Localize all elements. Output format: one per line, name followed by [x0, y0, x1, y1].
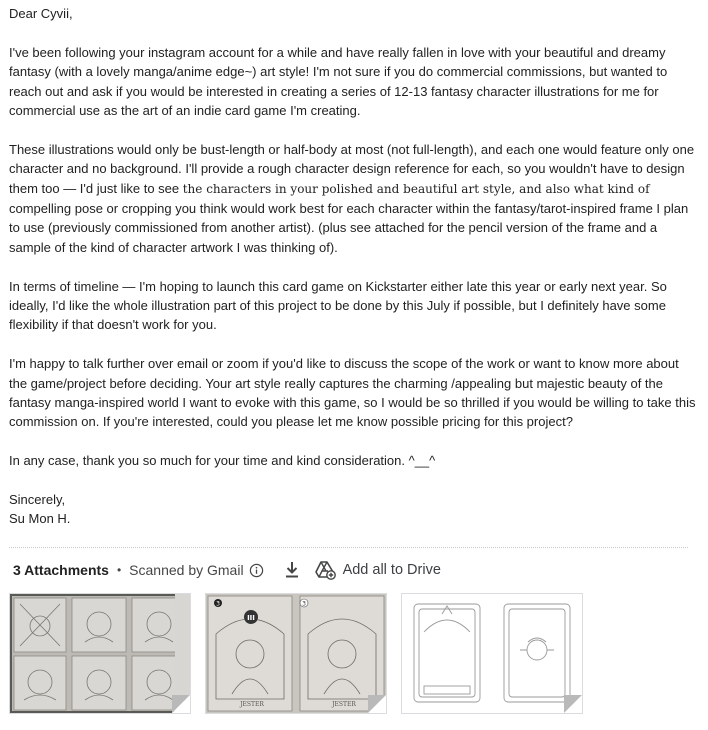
paragraph-thanks: In any case, thank you so much for your time and kind consideration. ^__^ [9, 453, 436, 469]
add-to-drive-label: Add all to Drive [342, 562, 441, 578]
thumbnail-corner-fold [564, 695, 582, 713]
attachment-thumbnail-3[interactable] [401, 593, 583, 714]
thumbnail-corner-fold [368, 695, 386, 713]
attachment-preview-image [10, 594, 190, 713]
sender-name: Su Mon H. [9, 511, 71, 527]
paragraph-timeline: In terms of timeline — I'm hoping to launch this card game on Kickstarter either late this year or early next year. So ideally, I'd like the whole illustration part of this project to be done by this July if possible, but I definitely have some flexibility if that doesn't work for you. [9, 278, 667, 333]
attachments-bar [13, 558, 441, 582]
signoff: Sincerely, [9, 492, 66, 508]
paragraph-details-text-b: compelling pose or cropping you think would work best for each character within the fantasy/tarot-inspired frame I plan to use (previously commissioned from another artist). (plus see attached for the pencil version of the frame and a sample of the kind of character artwork I was thinking of). [9, 201, 689, 255]
paragraph-details-serif: the characters in your polished and beautiful art style, and also what kind of [182, 181, 650, 196]
paragraph-intro: I've been following your instagram account for a while and have really fallen in love with your beautiful and dreamy fantasy (with a lovely manga/anime edge~) art style! I'm not sure if you do commercial commissions, but wanted to reach out and ask if you would be interested in creating a series of 12-13 fantasy character illustrations for me for commercial use as the art of an indie card game I'm creating. [9, 44, 668, 119]
separator-dot: • [116, 563, 122, 577]
paragraph-details-text-a: These illustrations would only be bust-length or half-body at most (not full-length), and each one would feature only one character and no background. I'll provide a rough character design reference for each, so you wouldn't have to design them too — I'd just like to see [9, 141, 695, 196]
card-numeral: III [247, 614, 255, 622]
add-all-to-drive-button[interactable] [314, 560, 441, 580]
scanned-label: Scanned by Gmail [129, 562, 244, 578]
attachments-divider [9, 547, 688, 548]
download-icon[interactable] [284, 561, 300, 579]
attachment-thumbnail-2[interactable] [205, 593, 387, 714]
paragraph-details [9, 140, 699, 257]
caption-left: JESTER [240, 701, 264, 708]
attachment-preview-image [206, 594, 386, 713]
info-icon[interactable] [249, 563, 264, 578]
badge-right: 3 [302, 600, 306, 608]
attachment-thumbnail-1[interactable] [9, 593, 191, 714]
add-to-drive-icon [314, 560, 336, 580]
paragraph-discussion: I'm happy to talk further over email or zoom if you'd like to discuss the scope of the work or want to know more about the game/project before deciding. Your art style really captures the charming /appealing but majestic beauty of the fantasy manga-inspired world I want to evoke with this game, so I would be so thrilled if you would be willing to take this commission on. If you're interested, could you please let me know possible pricing for this project? [9, 356, 696, 430]
attachment-preview-image [402, 594, 582, 713]
email-body [9, 4, 699, 529]
attachments-count: 3 Attachments [13, 562, 109, 578]
thumbnail-corner-fold [172, 695, 190, 713]
greeting: Dear Cyvii, [9, 6, 73, 21]
caption-right: JESTER [332, 701, 356, 708]
badge-left: 3 [216, 600, 220, 608]
